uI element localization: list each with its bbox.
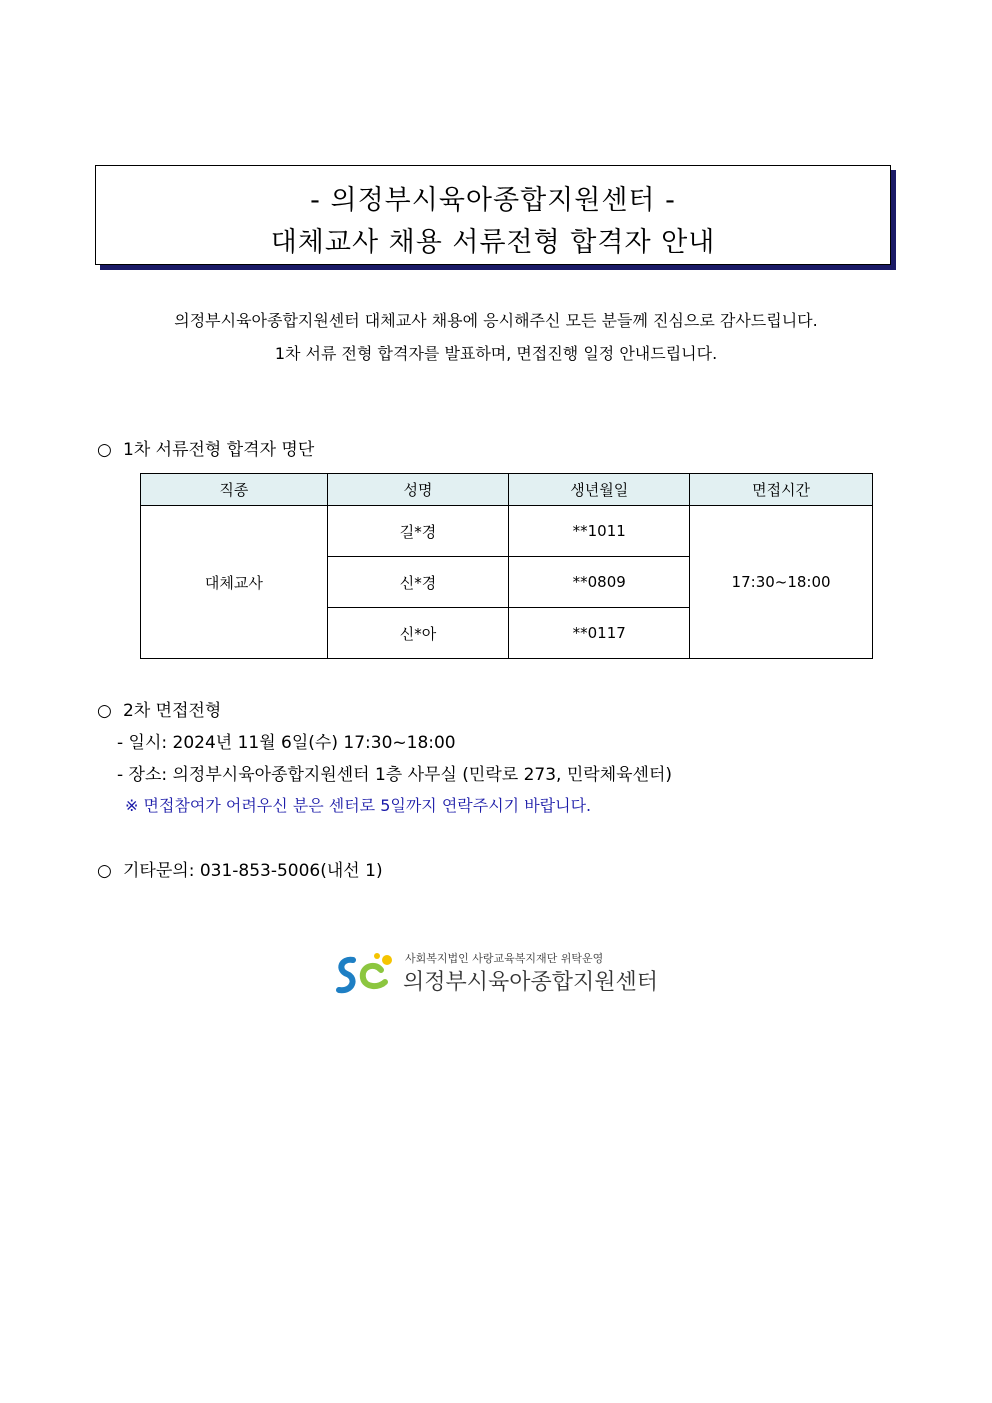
contact-info: 기타문의: 031-853-5006(내선 1)	[123, 861, 383, 881]
header-cell-name: 성명	[327, 474, 509, 506]
interview-note: ※ 면접참여가 어려우신 분은 센터로 5일까지 연락주시기 바랍니다.	[125, 796, 592, 815]
birth-cell: **1011	[509, 506, 690, 557]
job-cell: 대체교사	[141, 506, 328, 659]
circle-bullet-icon: ○	[97, 861, 112, 881]
birth-cell: **0117	[509, 608, 690, 659]
section-2-title: 2차 면접전형	[123, 701, 222, 721]
section-1-heading	[97, 435, 314, 460]
logo-subtitle: 사회복지법인 사랑교육복지재단 위탁운영	[405, 952, 604, 965]
circle-bullet-icon: ○	[97, 440, 112, 460]
header-cell-time: 면접시간	[690, 474, 873, 506]
center-logo-icon	[333, 948, 399, 998]
circle-bullet-icon: ○	[97, 701, 112, 721]
table-row	[141, 506, 873, 557]
name-cell: 신*경	[327, 557, 509, 608]
roster-table	[140, 473, 873, 659]
birth-cell: **0809	[509, 557, 690, 608]
intro-line-1: 의정부시육아종합지원센터 대체교사 채용에 응시해주신 모든 분들께 진심으로 감사드립니다.	[174, 311, 818, 330]
name-cell: 신*아	[327, 608, 509, 659]
section-3-heading	[97, 856, 383, 881]
interview-place: - 장소: 의정부시육아종합지원센터 1층 사무실 (민락로 273, 민락체육센터)	[117, 765, 673, 785]
section-2-heading	[97, 696, 221, 721]
name-cell: 길*경	[327, 506, 509, 557]
table-header-row	[141, 474, 873, 506]
time-cell: 17:30~18:00	[690, 506, 873, 659]
header-cell-job: 직종	[141, 474, 328, 506]
title-line-1: - 의정부시육아종합지원센터 -	[310, 185, 676, 216]
center-logo	[333, 948, 663, 998]
section-1-title: 1차 서류전형 합격자 명단	[123, 440, 315, 460]
interview-date: - 일시: 2024년 11월 6일(수) 17:30~18:00	[117, 733, 456, 753]
title-box	[95, 165, 891, 265]
header-cell-birth: 생년월일	[509, 474, 690, 506]
logo-name: 의정부시육아종합지원센터	[403, 970, 659, 995]
intro-line-2: 1차 서류 전형 합격자를 발표하며, 면접진행 일정 안내드립니다.	[274, 344, 718, 363]
title-line-2: 대체교사 채용 서류전형 합격자 안내	[270, 227, 716, 258]
